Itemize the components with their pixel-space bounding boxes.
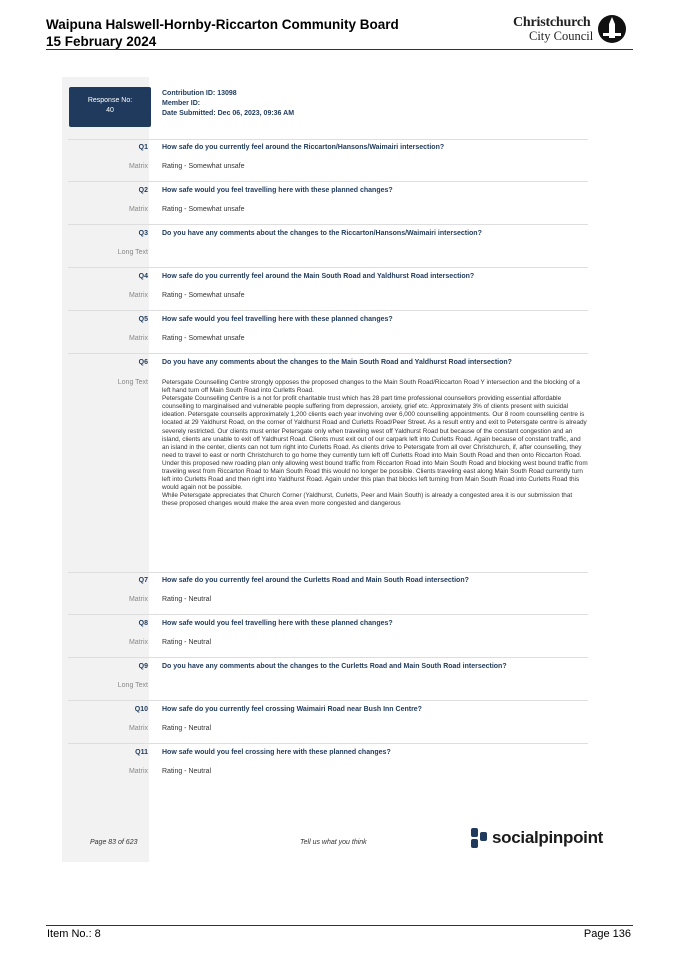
item-number: Item No.: 8 [47, 928, 101, 940]
footer-rule [46, 925, 633, 926]
question-number: Q6 [138, 359, 148, 366]
question-number: Q9 [138, 663, 148, 670]
answer-value: Rating - Neutral [162, 596, 212, 603]
response-badge [69, 87, 151, 127]
answer-type: Matrix [128, 596, 148, 603]
answer-type: Matrix [128, 206, 148, 213]
answer-type: Long Text [117, 682, 148, 689]
divider [68, 181, 588, 182]
page-number: Page 136 [583, 928, 631, 940]
cathedral-icon [597, 14, 627, 44]
question-number: Q3 [138, 230, 148, 237]
question-number: Q7 [138, 577, 148, 584]
answer-value: Rating - Neutral [162, 725, 212, 732]
answer-type: Matrix [128, 163, 148, 170]
question-text: How safe do you currently feel around the Riccarton/Hansons/Waimairi intersection? [162, 144, 445, 151]
question-number: Q4 [138, 273, 148, 280]
page-of-count: Page 83 of 623 [90, 839, 138, 846]
question-number: Q2 [138, 187, 148, 194]
answer-value: Rating - Somewhat unsafe [162, 163, 245, 170]
divider [68, 614, 588, 615]
pinpoint-icon [470, 827, 488, 849]
question-text: Do you have any comments about the changes to the Curletts Road and Main South Road intersection? [162, 663, 507, 670]
answer-paragraph: While Petersgate appreciates that Church Corner (Yaldhurst, Curletts, Peer and Main South) is already a congested area it is our submission that these proposed changes would make the area even more congested and dangerous [162, 492, 573, 508]
question-text: How safe do you currently feel around the Main South Road and Yaldhurst Road intersection? [162, 273, 475, 280]
date-label: Date Submitted: [162, 110, 216, 117]
meeting-title: Waipuna Halswell-Hornby-Riccarton Community Board [46, 17, 399, 32]
question-number: Q1 [138, 144, 148, 151]
submission-meta [162, 89, 294, 119]
question-text: How safe do you currently feel around the Curletts Road and Main South Road intersection? [162, 577, 469, 584]
divider [68, 743, 588, 744]
question-text: How safe do you currently feel crossing Waimairi Road near Bush Inn Centre? [162, 706, 422, 713]
question-number: Q10 [134, 706, 148, 713]
answer-type: Matrix [128, 292, 148, 299]
logo-line2: City Council [529, 29, 594, 43]
answer-type: Long Text [117, 379, 148, 386]
answer-type: Matrix [128, 335, 148, 342]
question-number: Q5 [138, 316, 148, 323]
answer-type: Long Text [117, 249, 148, 256]
contribution-id: 13098 [217, 90, 237, 97]
divider [68, 657, 588, 658]
header-rule [46, 49, 633, 50]
divider [68, 139, 588, 140]
question-text: How safe would you feel crossing here with these planned changes? [162, 749, 391, 756]
divider [68, 700, 588, 701]
answer-value: Rating - Somewhat unsafe [162, 335, 245, 342]
question-text: How safe would you feel travelling here with these planned changes? [162, 187, 393, 194]
divider [68, 310, 588, 311]
contribution-label: Contribution ID: [162, 90, 216, 97]
answer-value: Rating - Neutral [162, 768, 212, 775]
response-label: Response No: [87, 97, 133, 104]
long-text-answer [162, 379, 588, 509]
question-text: Do you have any comments about the changes to the Main South Road and Yaldhurst Road intersection? [162, 359, 512, 366]
question-number: Q8 [138, 620, 148, 627]
answer-value: Rating - Somewhat unsafe [162, 206, 245, 213]
answer-value: Rating - Somewhat unsafe [162, 292, 245, 299]
tagline: Tell us what you think [300, 839, 367, 846]
answer-type: Matrix [128, 768, 148, 775]
question-text: How safe would you feel travelling here with these planned changes? [162, 620, 393, 627]
council-logo [513, 14, 635, 48]
answer-paragraph: Petersgate Counselling Centre is a not for profit charitable trust which has 28 part time professional counsellors providing essential affordable counselling to marginalised and vulnerable people suffering from depression, anxiety, grief etc. Approximately 3% of clients present with suicidal ideation. Petersgate counsells approximately 1,200 clients each year involving over 6,000 counselling appointments. Our 8 room counselling centre is located at 29 Yaldhurst Road, on the corner of Yaldhurst Road and Curletts Road/Peer Street. As a result entry and exit to Petersgate centre is already severely restricted. Our clients must enter Petersgate only when traveling west off Yaldhurst Road but because of the constant congestion and an island, clients are unable to exit off Yaldhurst Road. Clients must exit out of our carpark left into Curletts Road. Again because of constant traffic, and an island in the center, clients can not turn right into Curletts Road. As clients drive to Petersgate from all over Christchurch, if, after counselling, they need to travel to east or north Christchurch to go home they currently turn left off Curletts Road into Main South Road and then onto Riccarton Road. Under this proposed new roading plan only allowing west bound traffic from Riccarton Road into Main South Road and blocking west bound traffic from traveling west from Riccarton Road to Main South Road this would no longer be possible. Clients traveling east along Main South Road currently turn left into Curletts Road and then right into Yaldhurst Road. Again under this plan that blocks left turning from Main South Road into Curletts Road this would again not be possible. [162, 395, 588, 492]
divider [68, 224, 588, 225]
label-column [62, 77, 149, 862]
question-number: Q11 [135, 749, 148, 756]
question-text: Do you have any comments about the changes to the Riccarton/Hansons/Waimairi intersection? [162, 230, 482, 237]
logo-line1: Christchurch [513, 15, 591, 30]
response-number: 40 [106, 107, 114, 114]
answer-paragraph: Petersgate Counselling Centre strongly opposes the proposed changes to the Main South Road/Riccarton Road Y intersection and the blocking of a left hand turn off Main South Road into Curletts Road. [162, 379, 580, 395]
question-text: How safe would you feel travelling here with these planned changes? [162, 316, 393, 323]
date-value: Dec 06, 2023, 09:36 AM [217, 110, 295, 117]
member-label: Member ID: [162, 100, 201, 107]
answer-value: Rating - Neutral [162, 639, 212, 646]
document-header [46, 16, 399, 50]
brand-name: socialpinpoint [492, 828, 604, 847]
divider [68, 572, 588, 573]
divider [68, 353, 588, 354]
meeting-date: 15 February 2024 [46, 34, 157, 49]
answer-type: Matrix [128, 639, 148, 646]
divider [68, 267, 588, 268]
answer-type: Matrix [128, 725, 148, 732]
